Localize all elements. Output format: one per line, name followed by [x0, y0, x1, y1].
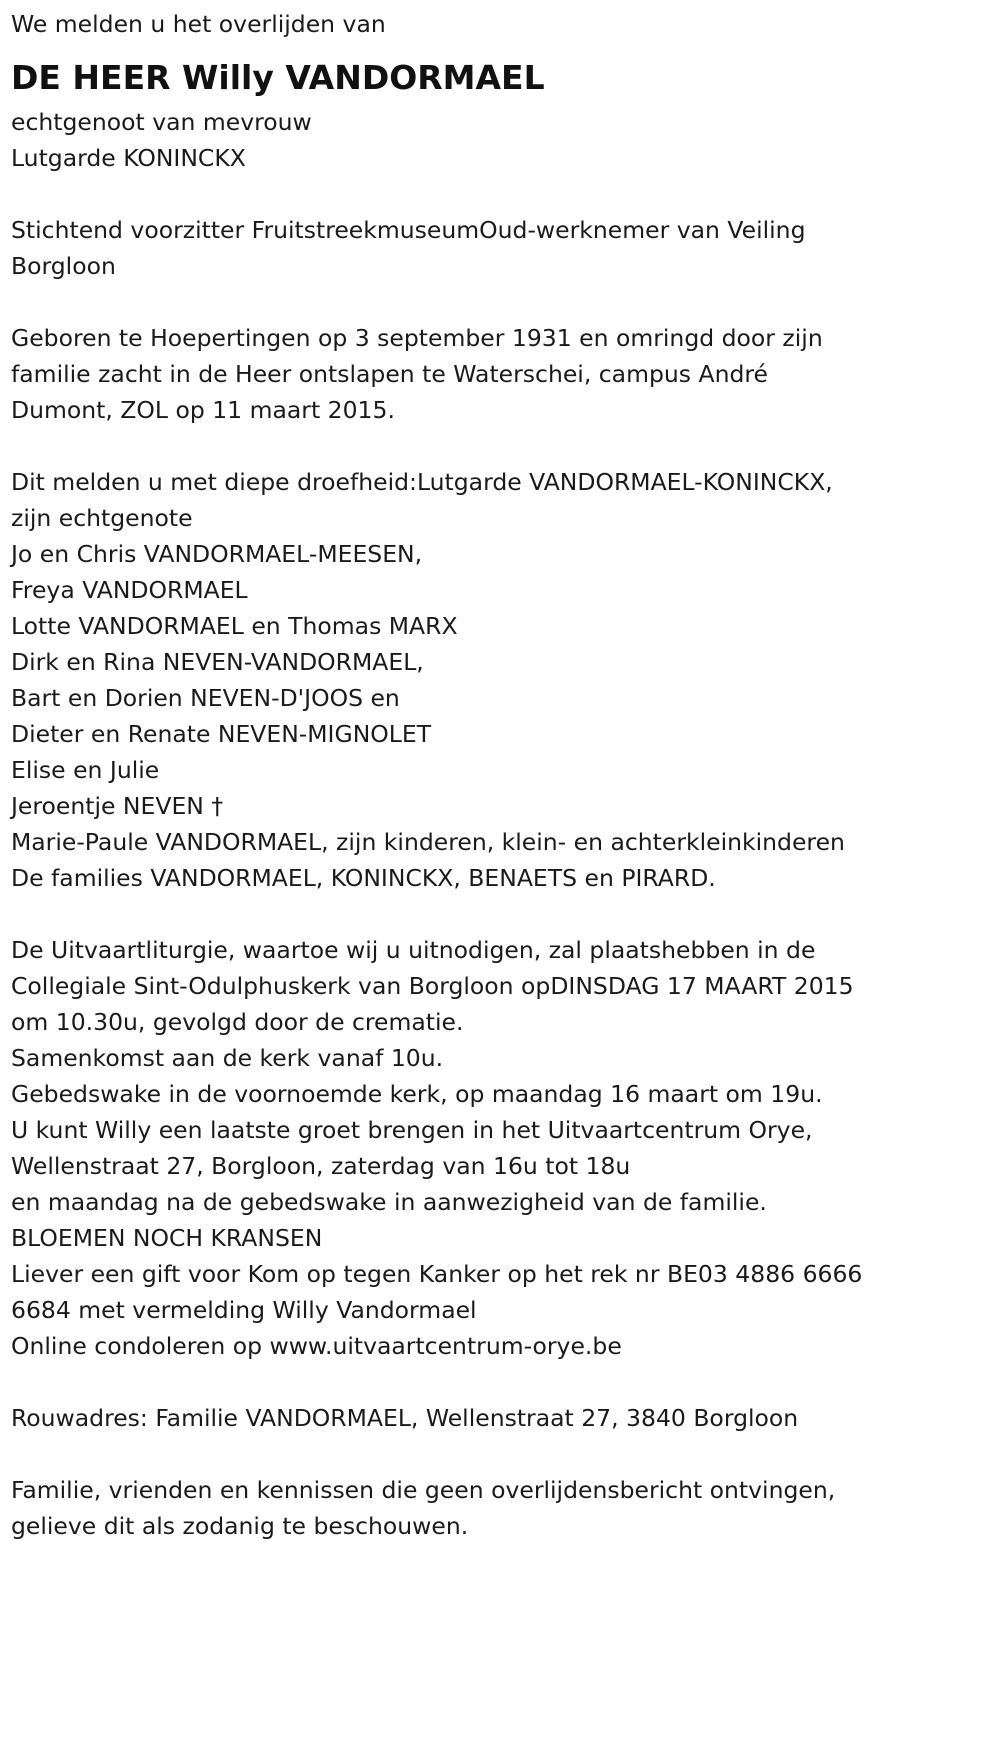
family-line: Dirk en Rina NEVEN-VANDORMAEL,	[11, 648, 424, 676]
closing-line: gelieve dit als zodanig te beschouwen.	[11, 1512, 469, 1540]
ceremony-line: Wellenstraat 27, Borgloon, zaterdag van 16u tot 18u	[11, 1152, 631, 1180]
function-line: Borgloon	[11, 252, 116, 280]
function-line: Stichtend voorzitter FruitstreekmuseumOud-werknemer van Veiling	[11, 216, 806, 244]
deceased-title: DE HEER Willy VANDORMAEL	[11, 58, 545, 97]
birth-line: Dumont, ZOL op 11 maart 2015.	[11, 396, 395, 424]
intro-text: We melden u het overlijden van	[11, 10, 386, 38]
spouse-name: Lutgarde KONINCKX	[11, 144, 246, 172]
ceremony-line: Collegiale Sint-Odulphuskerk van Borgloon opDINSDAG 17 MAART 2015	[11, 972, 854, 1000]
spacer	[11, 284, 990, 320]
spacer	[11, 428, 990, 464]
ceremony-line: Gebedswake in de voornoemde kerk, op maandag 16 maart om 19u.	[11, 1080, 823, 1108]
spacer	[11, 1436, 990, 1472]
family-line: Dit melden u met diepe droefheid:Lutgarde VANDORMAEL-KONINCKX,	[11, 468, 833, 496]
family-line: Lotte VANDORMAEL en Thomas MARX	[11, 612, 458, 640]
ceremony-line: BLOEMEN NOCH KRANSEN	[11, 1224, 323, 1252]
ceremony-line: Liever een gift voor Kom op tegen Kanker op het rek nr BE03 4886 6666	[11, 1260, 863, 1288]
spacer	[11, 896, 990, 932]
spacer	[11, 176, 990, 212]
ceremony-line: De Uitvaartliturgie, waartoe wij u uitnodigen, zal plaatshebben in de	[11, 936, 816, 964]
spacer	[11, 1364, 990, 1400]
family-line: zijn echtgenote	[11, 504, 193, 532]
ceremony-line: en maandag na de gebedswake in aanwezigheid van de familie.	[11, 1188, 767, 1216]
family-line: Jeroentje NEVEN †	[11, 792, 224, 820]
family-line: De families VANDORMAEL, KONINCKX, BENAETS en PIRARD.	[11, 864, 716, 892]
ceremony-line: om 10.30u, gevolgd door de crematie.	[11, 1008, 464, 1036]
family-line: Marie-Paule VANDORMAEL, zijn kinderen, klein- en achterkleinkinderen	[11, 828, 845, 856]
ceremony-line: 6684 met vermelding Willy Vandormael	[11, 1296, 477, 1324]
ceremony-line: Samenkomst aan de kerk vanaf 10u.	[11, 1044, 444, 1072]
birth-line: Geboren te Hoepertingen op 3 september 1931 en omringd door zijn	[11, 324, 823, 352]
family-line: Dieter en Renate NEVEN-MIGNOLET	[11, 720, 432, 748]
birth-line: familie zacht in de Heer ontslapen te Waterschei, campus André	[11, 360, 768, 388]
closing-line: Familie, vrienden en kennissen die geen overlijdensbericht ontvingen,	[11, 1476, 836, 1504]
family-line: Bart en Dorien NEVEN-D'JOOS en	[11, 684, 400, 712]
ceremony-line: U kunt Willy een laatste groet brengen in het Uitvaartcentrum Orye,	[11, 1116, 813, 1144]
mourning-address: Rouwadres: Familie VANDORMAEL, Wellenstraat 27, 3840 Borgloon	[11, 1404, 799, 1432]
family-line: Jo en Chris VANDORMAEL-MEESEN,	[11, 540, 423, 568]
family-line: Freya VANDORMAEL	[11, 576, 248, 604]
ceremony-line: Online condoleren op www.uitvaartcentrum-orye.be	[11, 1332, 622, 1360]
spouse-line: echtgenoot van mevrouw	[11, 108, 312, 136]
family-line: Elise en Julie	[11, 756, 160, 784]
